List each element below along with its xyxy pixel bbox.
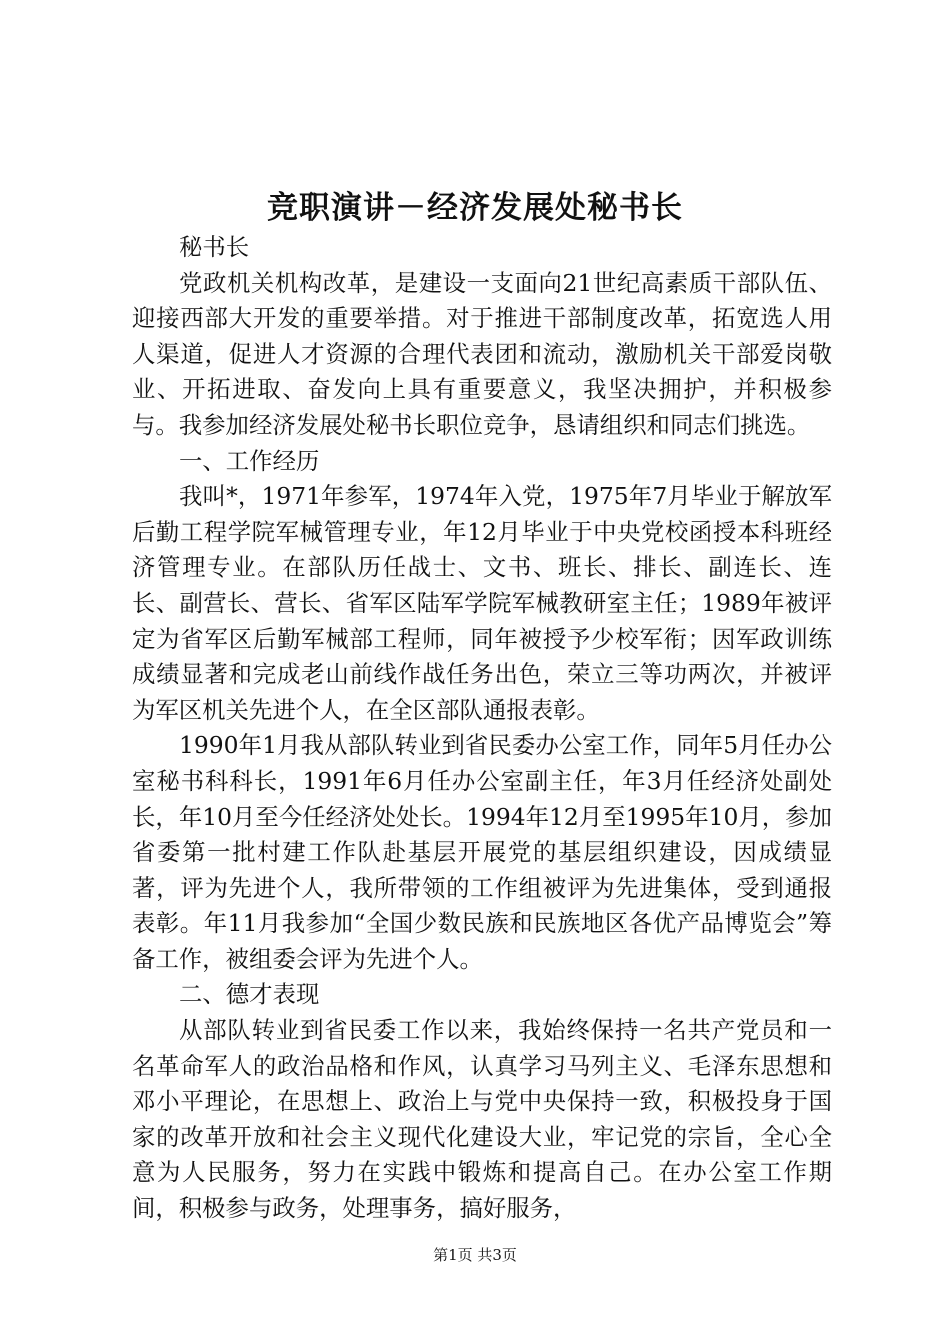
intro-paragraph: 党政机关机构改革，是建设一支面向21世纪高素质干部队伍、迎接西部大开发的重要举措。对于推进干部制度改革，拓宽选人用人渠道，促进人才资源的合理代表团和流动，激励机关干部爱岗敬业、开拓进取、奋发向上具有重要意义，我坚决拥护，并积极参与。我参加经济发展处秘书长职位竞争，恳请组织和同志们挑选。: [132, 268, 832, 439]
work-history-paragraph-2: 1990年1月我从部队转业到省民委办公室工作，同年5月任办公室秘书科科长，1991年6月任办公室副主任，年3月任经济处副处长，年10月至今任经济处处长。1994年12月至1995年10月，参加省委第一批村建工作队赴基层开展党的基层组织建设，因成绩显著，评为先进个人，我所带领的工作组被评为先进集体，受到通报表彰。年11月我参加“全国少数民族和民族地区各优产品博览会”筹备工作，被组委会评为先进个人。: [132, 731, 832, 973]
performance-paragraph: 从部队转业到省民委工作以来，我始终保持一名共产党员和一名革命军人的政治品格和作风，认真学习马列主义、毛泽东思想和邓小平理论，在思想上、政治上与党中央保持一致，积极投身于国家的改革开放和社会主义现代化建设大业，牢记党的宗旨，全心全意为人民服务，努力在实践中锻炼和提高自己。在办公室工作期间，积极参与政务，处理事务，搞好服务，: [132, 1016, 832, 1223]
section-heading-performance: 二、德才表现: [179, 980, 320, 1009]
salutation-paragraph: 秘书长: [179, 233, 250, 261]
document-body: [132, 230, 832, 1227]
document-title: 竞职演讲－经济发展处秘书长: [267, 190, 683, 226]
section-heading-work-history: 一、工作经历: [179, 446, 320, 475]
work-history-paragraph-1: 我叫*，1971年参军，1974年入党，1975年7月毕业于解放军后勤工程学院军械管理专业，年12月毕业于中央党校函授本科班经济管理专业。在部队历任战士、文书、班长、排长、副连长、连长、副营长、营长、省军区陆军学院军械教研室主任；1989年被评定为省军区后勤军械部工程师，同年被授予少校军衔；因军政训练成绩显著和完成老山前线作战任务出色，荣立三等功两次，并被评为军区机关先进个人，在全区部队通报表彰。: [132, 482, 832, 724]
page-footer: 第1页 共3页: [433, 1246, 517, 1264]
